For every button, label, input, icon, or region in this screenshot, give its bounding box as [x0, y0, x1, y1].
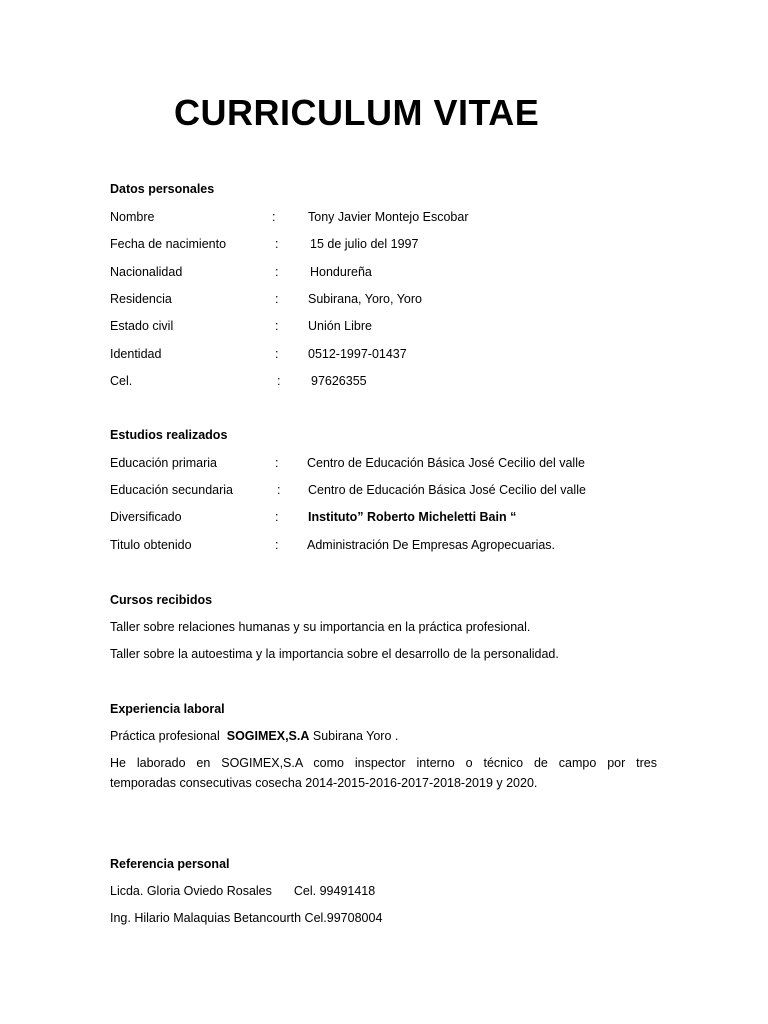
- practice-suffix: Subirana Yoro .: [312, 729, 399, 743]
- birth-label: Fecha de nacimiento: [110, 237, 227, 251]
- diversified-label: Diversificado: [110, 510, 182, 524]
- residence-label: Residencia: [110, 292, 172, 306]
- row-phone: [110, 373, 670, 389]
- practice-line: [110, 728, 398, 744]
- diversified-value: Instituto” Roberto Micheletti Bain “: [308, 510, 517, 524]
- separator: :: [275, 347, 279, 361]
- row-id: [110, 346, 670, 362]
- row-residence: [110, 291, 670, 307]
- separator: :: [275, 292, 279, 306]
- courses-heading: Cursos recibidos: [110, 593, 213, 607]
- work-line-2: temporadas consecutivas cosecha 2014-2015-2016-2017-2018-2019 y 2020.: [110, 776, 538, 790]
- studies-heading: Estudios realizados: [110, 428, 228, 442]
- course-item: Taller sobre la autoestima y la importancia sobre el desarrollo de la personalidad.: [110, 647, 559, 661]
- civil-value: Unión Libre: [308, 319, 372, 333]
- row-nationality: [110, 264, 670, 280]
- reference-1-phone: Cel. 99491418: [293, 884, 376, 898]
- separator: :: [275, 265, 279, 279]
- name-label: Nombre: [110, 210, 155, 224]
- phone-value: 97626355: [311, 374, 367, 388]
- row-civil: [110, 318, 670, 334]
- phone-label: Cel.: [110, 374, 133, 388]
- secondary-label: Educación secundaria: [110, 483, 233, 497]
- practice-company: SOGIMEX,S.A: [226, 729, 310, 743]
- separator: :: [277, 483, 281, 497]
- row-diversified: [110, 509, 670, 525]
- row-name: [110, 209, 670, 225]
- nationality-value: Hondureña: [310, 265, 372, 279]
- separator: :: [277, 374, 281, 388]
- nationality-label: Nacionalidad: [110, 265, 183, 279]
- civil-label: Estado civil: [110, 319, 174, 333]
- residence-value: Subirana, Yoro, Yoro: [308, 292, 422, 306]
- references-heading: Referencia personal: [110, 857, 230, 871]
- work-paragraph: [110, 753, 657, 793]
- course-item: Taller sobre relaciones humanas y su importancia en la práctica profesional.: [110, 620, 531, 634]
- personal-heading: Datos personales: [110, 182, 215, 196]
- separator: :: [275, 237, 279, 251]
- row-birth: [110, 236, 670, 252]
- row-degree: [110, 537, 670, 553]
- birth-value: 15 de julio del 1997: [310, 237, 419, 251]
- primary-label: Educación primaria: [110, 456, 217, 470]
- reference-1-name: Licda. Gloria Oviedo Rosales: [110, 884, 272, 898]
- practice-prefix: Práctica profesional: [110, 729, 220, 743]
- separator: :: [275, 538, 279, 552]
- separator: :: [275, 456, 279, 470]
- name-value: Tony Javier Montejo Escobar: [308, 210, 469, 224]
- page-title: CURRICULUM VITAE: [174, 92, 540, 133]
- separator: :: [272, 210, 276, 224]
- secondary-value: Centro de Educación Básica José Cecilio del valle: [308, 483, 586, 497]
- row-primary: [110, 455, 670, 471]
- separator: :: [275, 319, 279, 333]
- id-label: Identidad: [110, 347, 162, 361]
- separator: :: [275, 510, 279, 524]
- primary-value: Centro de Educación Básica José Cecilio del valle: [307, 456, 585, 470]
- reference-2: Ing. Hilario Malaquias Betancourth Cel.99708004: [110, 911, 383, 925]
- id-value: 0512-1997-01437: [308, 347, 407, 361]
- work-line-1: He laborado en SOGIMEX,S.A como inspector interno o técnico de campo por tres: [110, 756, 657, 770]
- row-secondary: [110, 482, 670, 498]
- degree-label: Titulo obtenido: [110, 538, 192, 552]
- experience-heading: Experiencia laboral: [110, 702, 225, 716]
- reference-1: [110, 883, 375, 899]
- degree-value: Administración De Empresas Agropecuarias.: [307, 538, 556, 552]
